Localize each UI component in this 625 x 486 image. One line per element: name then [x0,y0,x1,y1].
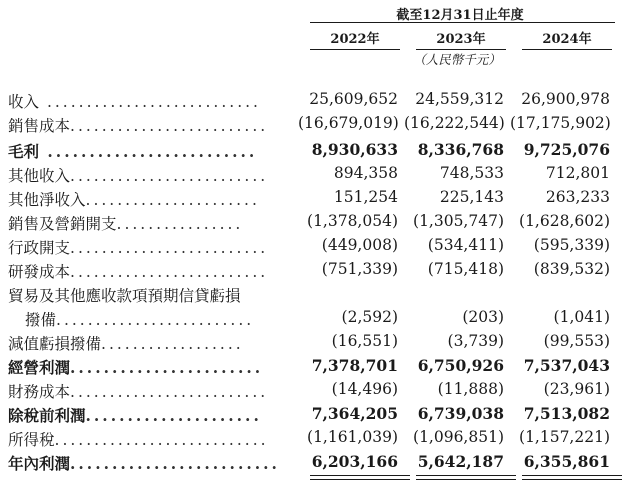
row-label: 銷售及營銷開支................ [8,215,244,233]
row-income-tax [0,428,625,451]
period-header: 截至12月31日止年度 [396,8,524,23]
value-2023: (16,222,544) [404,114,505,132]
year-header-2024: 2024年 [522,28,612,50]
value-2023: (3,739) [447,332,504,350]
value-2023: 748,533 [439,164,504,182]
row-revenue [0,90,625,113]
row-label: 貿易及其他應收款項預期信貸虧損 [8,287,241,305]
row-other-income [0,164,625,187]
value-2022: (16,679,019) [298,114,399,132]
row-label: 收入 ........................... [8,93,261,111]
row-label: 財務成本......................... [8,383,269,401]
row-administrative-expenses [0,236,625,259]
value-2022: 894,358 [333,164,398,182]
value-2024: (1,157,221) [519,428,610,446]
currency-unit: （人民幣千元） [413,52,501,67]
value-2022: (14,496) [331,380,398,398]
value-2022: 8,930,633 [311,140,398,159]
row-label: 減值虧損撥備.................. [8,335,244,353]
value-2022: 25,609,652 [309,90,398,108]
row-label: 銷售成本......................... [8,117,269,135]
value-2022: 151,254 [333,188,398,206]
value-2022: (449,008) [321,236,398,254]
double-underline-2023 [416,475,516,480]
value-2022: 6,203,166 [311,452,398,471]
row-selling-marketing-expenses [0,212,625,235]
row-rnd-costs [0,260,625,283]
row-operating-profit [0,356,625,379]
row-label: 所得稅........................... [8,431,269,449]
value-2022: 7,364,205 [311,404,398,423]
value-2024: (1,041) [553,308,610,326]
row-label: 研發成本......................... [8,263,269,281]
value-2023: 6,750,926 [417,356,504,375]
row-impairment-provision [0,332,625,355]
row-ecl-heading [0,284,625,307]
value-2024: 712,801 [545,164,610,182]
value-2023: 8,336,768 [417,140,504,159]
row-label: 其他收入......................... [8,167,269,185]
value-2024: (99,553) [543,332,610,350]
row-profit-before-tax [0,404,625,427]
row-other-net-income [0,188,625,211]
value-2022: (2,592) [341,308,398,326]
year-header-2023: 2023年 [416,28,506,50]
double-underline-2024 [522,475,622,480]
row-label: 經營利潤....................... [8,358,264,377]
value-2024: 7,537,043 [523,356,610,375]
value-2022: (16,551) [331,332,398,350]
value-2024: 26,900,978 [521,90,610,108]
double-underline-2022 [310,475,410,480]
row-label: 毛利 ......................... [8,142,258,161]
row-gross-profit [0,140,625,163]
row-finance-costs [0,380,625,403]
value-2023: (1,305,747) [413,212,504,230]
value-2022: (1,378,054) [307,212,398,230]
row-label: 除稅前利潤..................... [8,406,262,425]
value-2024: (839,532) [533,260,610,278]
period-header-rule [310,22,615,23]
row-cost-of-sales [0,114,625,137]
value-2024: (23,961) [543,380,610,398]
value-2024: 7,513,082 [523,404,610,423]
row-label: 其他淨收入...................... [8,191,260,209]
value-2023: (11,888) [437,380,504,398]
year-header-2022: 2022年 [310,28,400,50]
value-2024: (1,628,602) [519,212,610,230]
value-2022: (751,339) [321,260,398,278]
value-2024: 263,233 [545,188,610,206]
value-2024: 9,725,076 [523,140,610,159]
value-2023: 5,642,187 [417,452,504,471]
value-2023: (715,418) [427,260,504,278]
value-2023: 225,143 [439,188,504,206]
value-2022: 7,378,701 [311,356,398,375]
value-2024: (595,339) [533,236,610,254]
row-ecl-provision [0,308,625,331]
value-2023: (534,411) [427,236,504,254]
value-2024: (17,175,902) [510,114,611,132]
value-2022: (1,161,039) [307,428,398,446]
row-profit-for-year [0,452,625,475]
value-2023: 6,739,038 [417,404,504,423]
value-2023: 24,559,312 [415,90,504,108]
row-label: 行政開支......................... [8,239,269,257]
value-2023: (203) [462,308,504,326]
row-label: 年內利潤......................... [8,454,280,473]
value-2024: 6,355,861 [523,452,610,471]
value-2023: (1,096,851) [413,428,504,446]
row-label: 撥備......................... [25,311,255,329]
